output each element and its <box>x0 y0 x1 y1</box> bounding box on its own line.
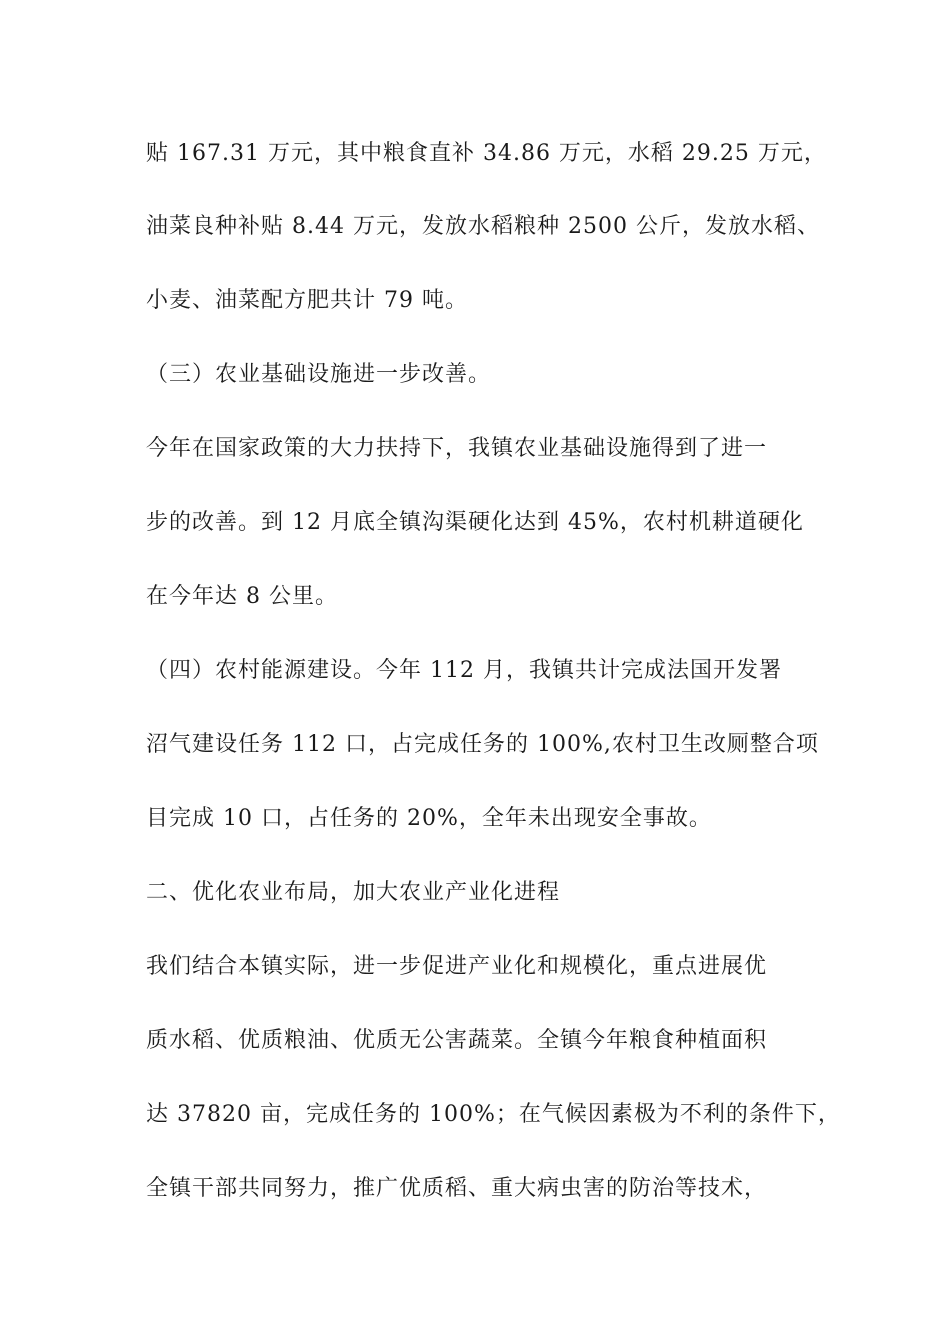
paragraph-line: 小麦、油菜配方肥共计 79 吨。 <box>146 288 468 313</box>
paragraph-line: 贴 167.31 万元，其中粮食直补 34.86 万元，水稻 29.25 万元， <box>146 141 827 166</box>
paragraph-line: 质水稻、优质粮油、优质无公害蔬菜。全镇今年粮食种植面积 <box>146 1028 768 1053</box>
section-heading: 二、优化农业布局，加大农业产业化进程 <box>146 880 561 905</box>
paragraph-line: 沼气建设任务 112 口，占完成任务的 100%,农村卫生改厕整合项 <box>146 732 819 757</box>
paragraph-line: 步的改善。到 12 月底全镇沟渠硬化达到 45%，农村机耕道硬化 <box>146 510 804 535</box>
paragraph-line: 在今年达 8 公里。 <box>146 584 338 609</box>
paragraph-line: 今年在国家政策的大力扶持下，我镇农业基础设施得到了进一 <box>146 436 768 461</box>
paragraph-line: 油菜良种补贴 8.44 万元，发放水稻粮种 2500 公斤，发放水稻、 <box>146 214 820 239</box>
section-heading: （四）农村能源建设。今年 112 月，我镇共计完成法国开发署 <box>146 658 782 683</box>
paragraph-line: 目完成 10 口，占任务的 20%，全年未出现安全事故。 <box>146 806 712 831</box>
paragraph-line: 我们结合本镇实际，进一步促进产业化和规模化，重点进展优 <box>146 954 768 979</box>
section-heading: （三）农业基础设施进一步改善。 <box>146 362 492 387</box>
paragraph-line: 达 37820 亩，完成任务的 100%；在气候因素极为不利的条件下， <box>146 1102 841 1127</box>
paragraph-line: 全镇干部共同努力，推广优质稻、重大病虫害的防治等技术， <box>146 1176 768 1201</box>
